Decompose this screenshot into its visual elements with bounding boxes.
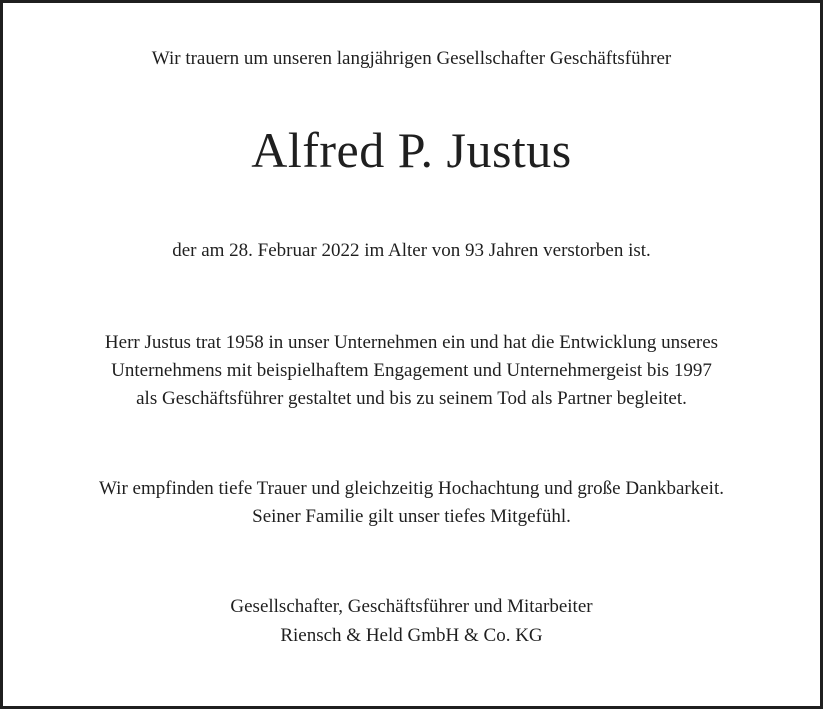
paragraph-career-line-2: Unternehmens mit beispielhaftem Engagement und Unternehmergeist bis 1997 (111, 360, 712, 381)
signature-company: Riensch & Held GmbH & Co. KG (280, 625, 543, 646)
paragraph-career-line-1: Herr Justus trat 1958 in unser Unternehmen ein und hat die Entwicklung unseres (104, 332, 719, 353)
signature-line-1: Gesellschafter, Geschäftsführer und Mitarbeiter (230, 596, 593, 617)
deceased-name: Alfred P. Justus (251, 122, 572, 178)
paragraph-career-line-3: als Geschäftsführer gestaltet und bis zu seinem Tod als Partner begleitet. (136, 388, 687, 409)
paragraph-condolence-line-1: Wir empfinden tiefe Trauer und gleichzeitig Hochachtung und große Dankbarkeit. (99, 478, 724, 499)
death-date-line: der am 28. Februar 2022 im Alter von 93 Jahren verstorben ist. (172, 240, 651, 261)
paragraph-condolence-line-2: Seiner Familie gilt unser tiefes Mitgefühl. (252, 506, 571, 527)
intro-line: Wir trauern um unseren langjährigen Gesellschafter Geschäftsführer (151, 48, 672, 69)
